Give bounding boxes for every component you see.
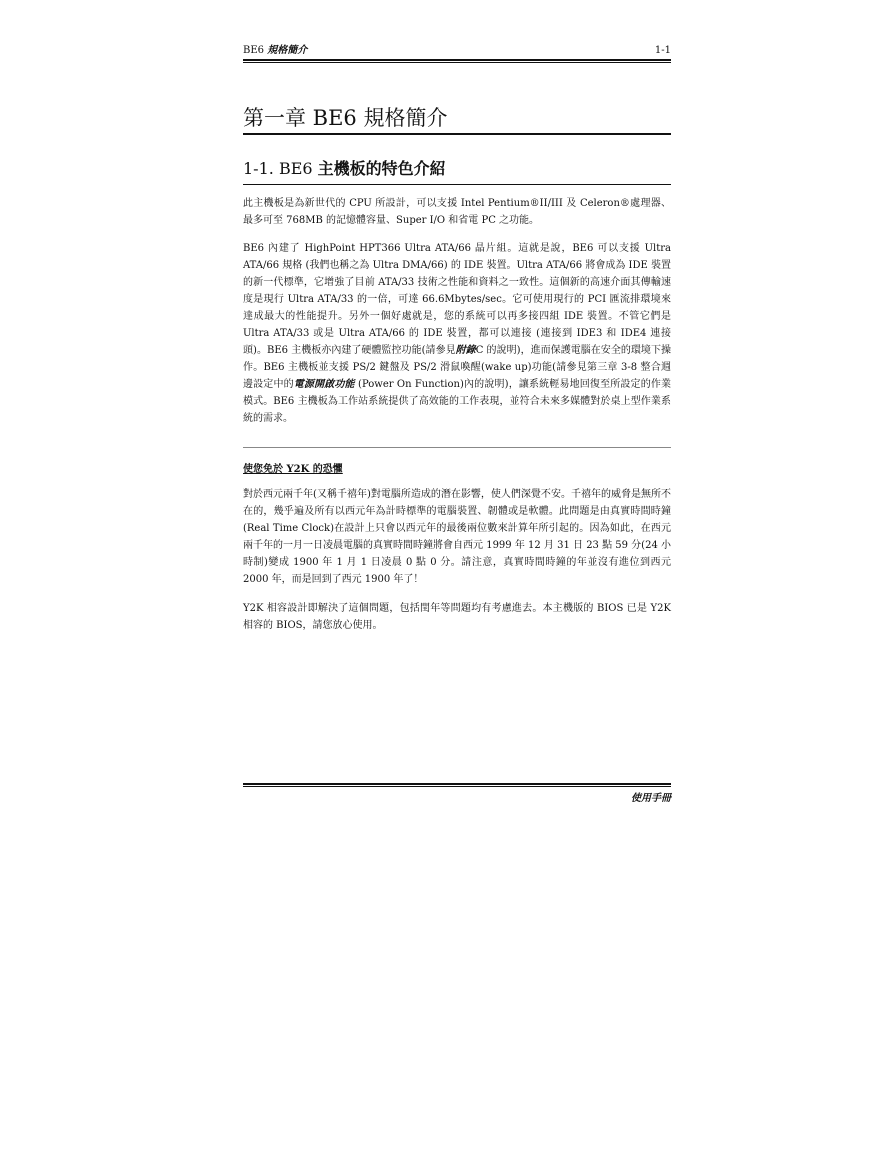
header-page-number: 1-1 <box>654 45 671 56</box>
header-title <box>243 44 307 58</box>
header-rule <box>243 59 671 63</box>
chapter-rule <box>243 133 671 135</box>
power-on-reference: 電源開啟功能 <box>293 379 355 390</box>
intro-paragraph: 此主機板是為新世代的 CPU 所設計，可以支援 Intel Pentium®II/III 及 Celeron®處理器、最多可至 768MB 的記憶體容量、Super I/O 和省電 PC 之功能。 <box>243 198 671 226</box>
y2k-paragraph: 對於西元兩千年(又稱千禧年)對電腦所造成的潛在影響，使人們深覺不安。千禧年的威脅是無所不在的，幾乎遍及所有以西元年為計時標準的電腦裝置、韌體或是軟體。此問題是由真實時間時鐘 (Real Time Clock)在設計上只會以西元年的最後兩位數來計算年所引起的。因為如此，在西元兩千年的一月一日凌晨電腦的真實時間時鐘將會自西元 1999 年 12 月 31 日 23 點 59 分(24 小時制)變成 1900 年 1 月 1 日凌晨 0 點 0 分。請注意，真實時間時鐘的年並沒有進位到西元 2000 年，而是回到了西元 1900 年了！ <box>243 489 671 585</box>
y2k-bios-paragraph: Y2K 相容設計即解決了這個問題，包括閏年等問題均有考慮進去。本主機版的 BIOS 已是 Y2K 相容的 BIOS，請您放心使用。 <box>243 603 671 631</box>
divider-rule <box>243 447 671 448</box>
features-text-a: BE6 內建了 HighPoint HPT366 Ultra ATA/66 晶片組。這就是說，BE6 可以支援 Ultra ATA/66 規格 (我們也稱之為 Ultra DMA/66) 的 IDE 裝置。Ultra ATA/66 將會成為 IDE 裝置的新一代標準，它增強了目前 ATA/33 技術之性能和資料之一致性。這個新的高速介面其傳輸速度是現行 Ultra ATA/33 的一倍，可達 66.6Mbytes/sec。它可使用現行的 PCI 匯流排環境來達成最大的性能提升。另外一個好處就是，您的系統可以再多接四組 IDE 裝置。不管它們是 Ultra ATA/33 或是 Ultra ATA/66 的 IDE 裝置，都可以連接 (連接到 IDE3 和 IDE4 連接頭)。BE6 主機板亦內建了硬體監控功能(請參見 <box>243 243 671 356</box>
footer-label: 使用手冊 <box>631 793 671 804</box>
features-paragraph <box>243 240 671 427</box>
section-heading <box>243 157 671 181</box>
appendix-reference: 附錄 <box>455 345 476 356</box>
features-text-b: C 的說明)，進而保護電腦在安全的環境下操作。BE6 主機板並支援 PS/2 鍵盤及 PS/2 滑鼠喚醒(wake up)功能(請參見第三章 3-8 整合週邊設定中的 <box>243 345 671 390</box>
chapter-title: 第一章 BE6 規格簡介 <box>243 106 448 130</box>
header-spec: 規格簡介 <box>267 45 308 56</box>
document-page <box>243 0 671 1155</box>
features-text-c: (Power On Function)內的說明)，讓系統輕易地回復至所設定的作業模式。BE6 主機板為工作站系統提供了高效能的工作表現，並符合未來多媒體對於桌上型作業系統的需求。 <box>243 379 672 424</box>
section-title: 主機板的特色介紹 <box>317 159 446 178</box>
section-rule <box>243 184 671 185</box>
footer-rule <box>243 783 671 787</box>
y2k-heading: 使您免於 Y2K 的恐懼 <box>243 464 343 475</box>
section-number: 1-1. BE6 <box>243 159 313 178</box>
header-model: BE6 <box>243 45 265 56</box>
